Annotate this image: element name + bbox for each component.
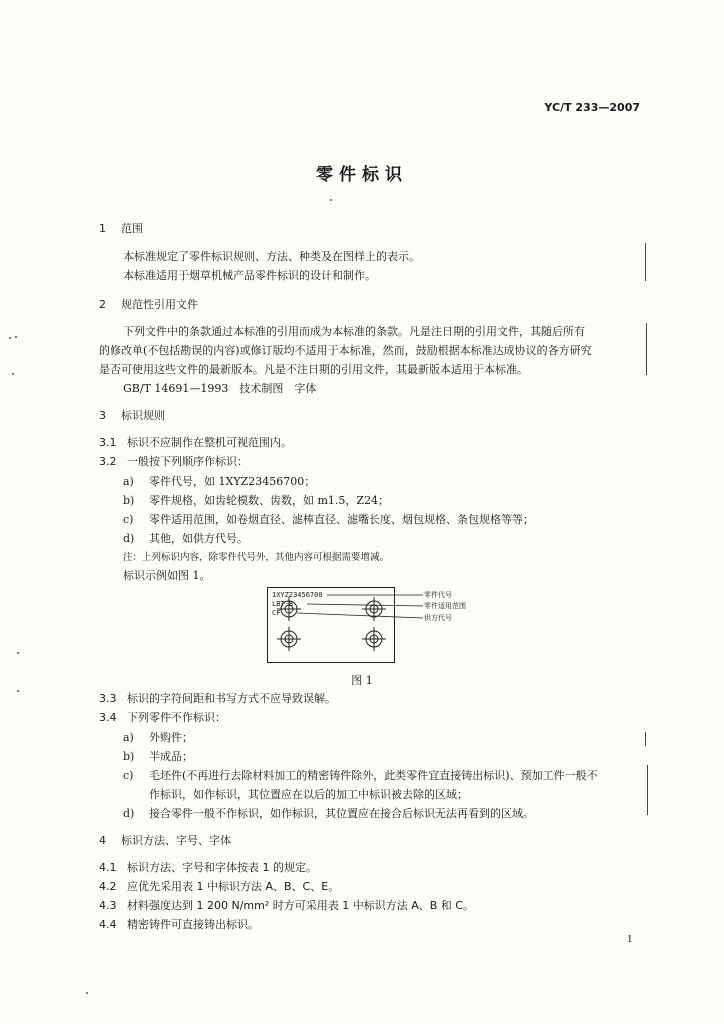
speck [15,336,17,338]
section-heading [99,407,165,423]
list-label: a) [123,475,134,488]
hole-top-right [362,597,386,621]
hole-top-left [277,597,301,621]
clause-text: 标识不应制作在整机可视范围内。 [127,436,292,449]
section-title: 标识方法、字号、字体 [121,834,231,847]
section-number: 1 [99,222,106,235]
callout-scope: 零件适用范围 [424,602,466,610]
list-text: 零件代号，如 1XYZ23456700； [149,475,316,488]
clause-text: 一般按下列顺序作标识： [127,455,248,468]
clause-number: 3.3 [99,692,117,705]
clause-number: 3.1 [99,436,117,449]
clause-text: 下列零件不作标识： [127,711,226,724]
list-text: 其他，如供方代号。 [149,532,248,545]
list-item [123,748,193,764]
clause [99,690,336,706]
margin-bar [647,765,648,815]
clause-number: 3.4 [99,711,117,724]
list-label: b) [123,750,135,763]
section-number: 2 [99,298,106,311]
list-item [123,729,193,745]
section-title: 规范性引用文件 [121,298,198,311]
page-title: 零件标识 [316,165,408,185]
speck [17,652,19,654]
leader-lines [297,595,423,618]
section-title: 范围 [121,222,143,235]
margin-bar [645,243,646,281]
section-title: 标识规则 [121,409,165,422]
list-label: a) [123,731,134,744]
clause [99,916,259,932]
list-item [123,473,315,489]
clause-text: 标识方法、字号和字体按表 1 的规定。 [127,861,317,874]
clause [99,709,226,725]
clause [99,859,317,875]
list-item [123,767,598,783]
callout-supplier: 供方代号 [424,614,452,622]
leader-scope [307,604,423,606]
clause [99,453,248,469]
list-text: 外购件； [149,731,193,744]
page-number: 1 [627,935,633,945]
clause [99,897,474,913]
section-heading [99,832,231,848]
list-item [123,530,248,546]
clause-text: 应优先采用表 1 中标识方法 A、B、C、E。 [127,880,340,893]
list-label: d) [123,807,135,820]
leader-supplier [297,613,423,618]
clause-text: 精密铸件可直接铸出标识。 [127,918,259,931]
clause [99,878,339,894]
list-item-continuation: 作标识，如作标识，其位置应在以后的加工中标识被去除的区域； [149,788,468,801]
list-text: 半成品； [149,750,193,763]
list-label: b) [123,494,135,507]
section-heading [99,296,198,312]
speck [86,992,88,994]
section-number: 4 [99,834,106,847]
clause-number: 4.1 [99,861,117,874]
speck [12,373,14,375]
speck [330,199,332,201]
clause [99,434,292,450]
figure-scope-code: LBT-8 [272,600,294,608]
paragraph-line: 下列文件中的条款通过本标准的引用而成为本标准的条款。凡是注日期的引用文件，其随后所有 [123,325,585,338]
speck [9,337,11,339]
list-label: c) [123,769,134,782]
paragraph-line: 是否可使用这些文件的最新版本。凡是不注日期的引用文件，其最新版本适用于本标准。 [99,363,528,376]
list-item [123,511,534,527]
list-text: 接合零件一般不作标识，如作标识，其位置应在接合后标识无法再看到的区域。 [149,807,534,820]
normative-reference: GB/T 14691—1993 技术制图 字体 [123,382,317,395]
list-item [123,492,389,508]
clause-number: 4.4 [99,918,117,931]
clause-text: 标识的字符间距和书写方式不应导致误解。 [127,692,336,705]
list-label: d) [123,532,135,545]
figure-part-code: 1XYZ23456700 [272,591,323,599]
clause-number: 3.2 [99,455,117,468]
list-label: c) [123,513,134,526]
callout-part-code: 零件代号 [424,591,452,599]
section-heading [99,220,143,236]
paragraph-line: 的修改单(不包括勘误的内容)或修订版均不适用于本标准，然而，鼓励根据本标准达成协议的各方研究 [99,344,592,357]
hole-bottom-right [362,627,386,651]
clause-number: 4.3 [99,899,117,912]
margin-bar [645,732,646,746]
standard-code: YC/T 233—2007 [544,101,640,114]
figure-1-drawing [267,587,427,663]
hole-bottom-left [277,627,301,651]
speck [17,690,19,692]
figure-caption: 图 1 [351,674,373,687]
list-text: 毛坯件(不再进行去除材料加工的精密铸件除外，此类零件宜直接铸出标识)、预加工件一般不 [149,769,598,782]
clause-number: 4.2 [99,880,117,893]
figure-supplier-code: CF [272,609,281,617]
clause-text: 材料强度达到 1 200 N/mm² 时方可采用表 1 中标识方法 A、B 和 C。 [127,899,474,912]
paragraph: 本标准规定了零件标识规则、方法、种类及在图样上的表示。 [123,250,420,263]
paragraph: 本标准适用于烟草机械产品零件标识的设计和制作。 [123,269,376,282]
list-item [123,805,534,821]
margin-bar [646,323,647,375]
list-text: 零件规格，如齿轮模数、齿数，如 m1.5，Z24； [149,494,390,507]
note: 注：上列标识内容，除零件代号外，其他内容可根据需要增减。 [123,552,390,563]
section-number: 3 [99,409,106,422]
list-text: 零件适用范围，如卷烟直径、滤棒直径、滤嘴长度、烟包规格、条包规格等等； [149,513,534,526]
example-reference: 标识示例如图 1。 [123,569,211,582]
